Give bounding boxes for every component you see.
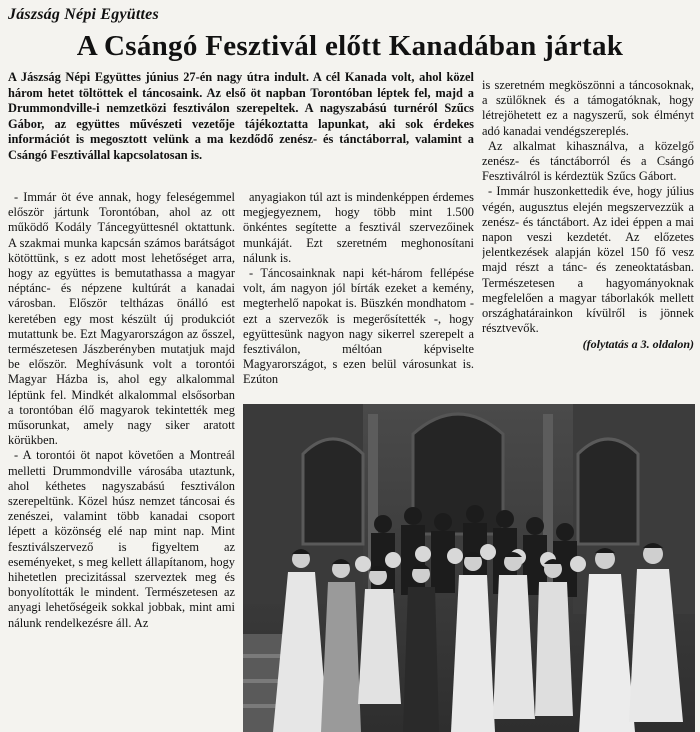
column-paragraph: - Immár huszonkettedik éve, hogy július végén, augusztus elején megszervezzük a zenész- és tánctábort. Az idei éppen a mai napon veszi kezdetét. Az előzetes jelentkezések alapján közel 150 fő vesz majd részt a tánc- és zeneoktatásban. Természetesen a hagyományoknak megfelelően a magyar táborlakók mellett országhatárainkon kívülről is jönnek résztvevők. (482, 184, 694, 336)
column-paragraph: Az alkalmat kihasználva, a közelgő zenész- és tánctáborról és a Csángó Fesztiválról is kérdeztük Szűcs Gábort. (482, 138, 694, 184)
column-paragraph: - Táncosainknak napi két-három fellépése volt, ám nagyon jól bírták ezeket a kemény, megterhelő napokat is. Büszkén mondhatom - ezt a szervezők is megerősítették -, hogy együttesünk nagyon nagy sikerrel szerepelt a fesztiválon, méltóan képviselte Magyarországot, s ezen belül városunkat is. Ezúton (243, 266, 474, 387)
lead-paragraph (8, 70, 474, 164)
column-paragraph: - A torontói öt napot követően a Montreál melletti Drummondville városába utaztunk, ahol kéthetes nagyszabású fesztiválon szerepeltünk. Közel húsz nemzet táncosai és zenészei, valamint több kanadai csoport lépett a közönség elé nap mint nap. Mint fesztiválszervező is figyeltem az eseményeket, s meg kellett állapítanom, hogy hihetetlen precizitással szerveztek meg és bonyolították le mindent. Természetesen az anyagi lehetőségeik sokkal jobbak, mint ami nálunk rendelkezésre áll. Az (8, 448, 235, 630)
section-label: Jászság Népi Együttes (8, 6, 159, 23)
lead-text: A Jászság Népi Együttes június 27-én nagy útra indult. A cél Kanada volt, ahol közel három hetet töltöttek el táncosaink. Az első öt napban Torontóban léptek fel, majd a Drummondville-i nemzetközi fesztiválon szerepeltek. A nagyszabású turnéról Szűcs Gábor, az együttes művészeti vezetője tájékoztatta lapunkat, aki sok érdekes információt is megosztott velünk a ma kezdődő zenész- és tánctáborral, valamint a Csángó Fesztivállal kapcsolatosan is. (8, 70, 474, 162)
column-paragraph: anyagiakon túl azt is mindenképpen érdemes megjegyeznem, hogy több mint 1.500 önkéntes segítette a fesztivál szervezőinek munkáját. Ezt szeretném meghonosítani nálunk is. (243, 190, 474, 265)
group-photo (243, 404, 695, 732)
article-column-3 (482, 78, 694, 398)
article-column-2 (243, 190, 474, 398)
column-paragraph: - Immár öt éve annak, hogy feleségemmel először jártunk Torontóban, ahol az ott működő Kodály Táncegyüttesnél oktattunk. A szakmai munka kapcsán számos barátságot kötöttünk, s ez adott most lehetőséget arra, hogy az együttes is bemutathassa a magyar néptánc- és népzene kultúrát a kanadai városban. Először teltházas önálló est keretében egy most készült új produkciót mutattunk be. Ezt Magyarországon az ősszel, természetesen Jászberényben mutatjuk majd be először. Meghívásunk volt a torontói Magyar Házba is, ahol egy alkalommal léptünk fel. Mindkét alkalommal elsősorban a torontóban élő magyarok tekintették meg műsorunkat, amely nagy siker aratott körükben. (8, 190, 235, 448)
headline: A Csángó Fesztivál előtt Kanadában jártak (76, 30, 624, 62)
continuation-note: (folytatás a 3. oldalon) (582, 337, 694, 352)
column-paragraph: is szeretném megköszönni a táncosoknak, a szülőknek és a támogatóknak, hogy létrejöhetett ez a nagyszerű, sok élményt adó kanadai vendégszereplés. (482, 78, 694, 138)
article-column-1 (8, 190, 235, 732)
group-photo-image (243, 404, 695, 732)
